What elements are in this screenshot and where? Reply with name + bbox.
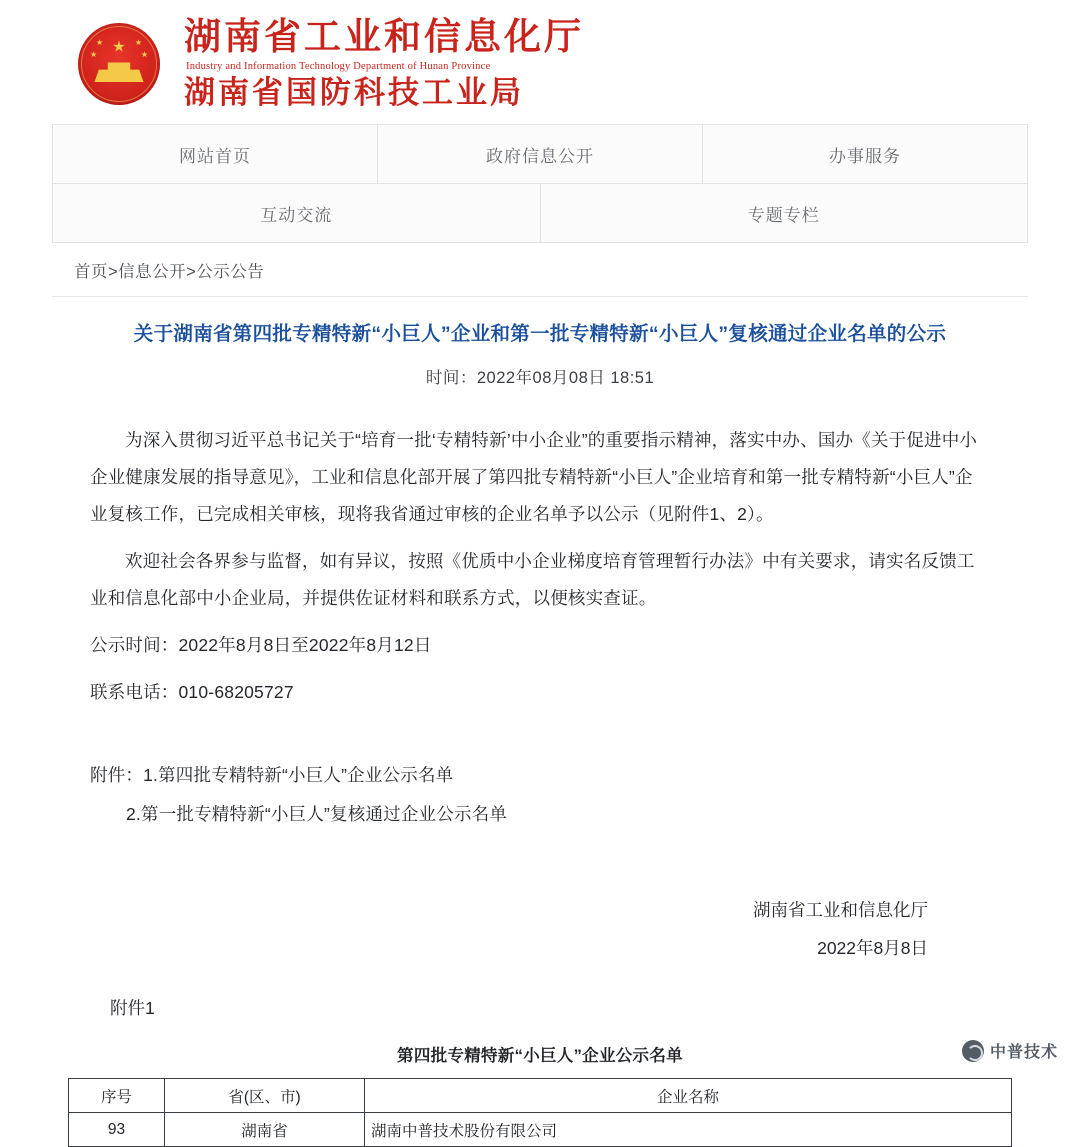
table-row: [69, 1113, 1012, 1147]
emblem-star-large: ★: [112, 38, 126, 56]
column-header-province: 省(区、市): [165, 1079, 365, 1113]
emblem-star-small-1: ★: [96, 38, 104, 47]
site-title-secondary: 湖南省国防科技工业局: [184, 74, 524, 110]
nav-row-primary: [53, 125, 1027, 184]
watermark-text: 中普技术: [989, 1044, 1058, 1061]
publicity-period: 公示时间：2022年8月8日至2022年8月12日: [90, 635, 432, 656]
cell-company: 湖南中普技术股份有限公司: [365, 1113, 1012, 1147]
main-navigation: [52, 124, 1028, 243]
nav-item-government-info[interactable]: 政府信息公开: [378, 125, 703, 183]
signature-organization: 湖南省工业和信息化厅: [753, 900, 928, 921]
china-national-emblem-icon: [78, 23, 160, 105]
attachment-line-1: 附件：1.第四批专精特新“小巨人”企业公示名单: [90, 765, 454, 786]
emblem-star-small-2: ★: [90, 50, 98, 59]
site-title-block: [184, 18, 584, 110]
cell-index: 93: [69, 1113, 165, 1147]
attachment-line-2: 2.第一批专精特新“小巨人”复核通过企业公示名单: [126, 804, 508, 825]
site-header: [0, 0, 1080, 124]
nav-item-topics[interactable]: 专题专栏: [747, 206, 820, 225]
publish-time: 时间：2022年08月08日 18:51: [425, 369, 655, 388]
site-title-primary: 湖南省工业和信息化厅: [184, 16, 584, 58]
nav-item-interaction[interactable]: 互动交流: [53, 184, 541, 242]
zhongpu-logo-icon: [962, 1040, 984, 1062]
column-header-index: 序号: [69, 1079, 165, 1113]
nav-row-secondary: [53, 184, 1027, 243]
breadcrumb[interactable]: 首页>信息公开>公示公告: [52, 243, 1028, 297]
table-body: [69, 1113, 1012, 1147]
page-title: 关于湖南省第四批专精特新“小巨人”企业和第一批专精特新“小巨人”复核通过企业名单的公示: [133, 323, 947, 345]
article-body: [0, 321, 1080, 1147]
signature-date: 2022年8月8日: [817, 938, 928, 959]
site-title-english: Industry and Information Technology Department of Hunan Province: [186, 60, 491, 72]
attachment-label: 附件1: [110, 998, 155, 1019]
column-header-company: 企业名称: [365, 1079, 1012, 1113]
emblem-star-small-3: ★: [134, 38, 142, 47]
company-list-table: [68, 1078, 1012, 1147]
watermark: [962, 1039, 1058, 1062]
article-paragraph-1: 为深入贯彻习近平总书记关于“培育一批‘专精特新’中小企业”的重要指示精神，落实中办、国办《关于促进中小企业健康发展的指导意见》，工业和信息化部开展了第四批专精特新“小巨人”企业培育和第一批专精特新“小巨人”企业复核工作，已完成相关审核，现将我省通过审核的企业名单予以公示（见附件1、2）。: [90, 430, 978, 525]
emblem-star-small-4: ★: [140, 50, 148, 59]
table-head: [69, 1079, 1012, 1113]
table-header-row: [69, 1079, 1012, 1113]
article-paragraph-2: 欢迎社会各界参与监督，如有异议，按照《优质中小企业梯度培育管理暂行办法》中有关要求，请实名反馈工业和信息化部中小企业局，并提供佐证材料和联系方式，以便核实查证。: [90, 551, 975, 609]
attachment-table-title: 第四批专精特新“小巨人”企业公示名单: [397, 1047, 683, 1066]
nav-item-home[interactable]: 网站首页: [53, 125, 378, 183]
signature-block: [58, 891, 1022, 967]
cell-province: 湖南省: [165, 1113, 365, 1147]
nav-item-services[interactable]: 办事服务: [829, 147, 901, 166]
contact-phone: 联系电话：010-68205727: [90, 682, 294, 703]
